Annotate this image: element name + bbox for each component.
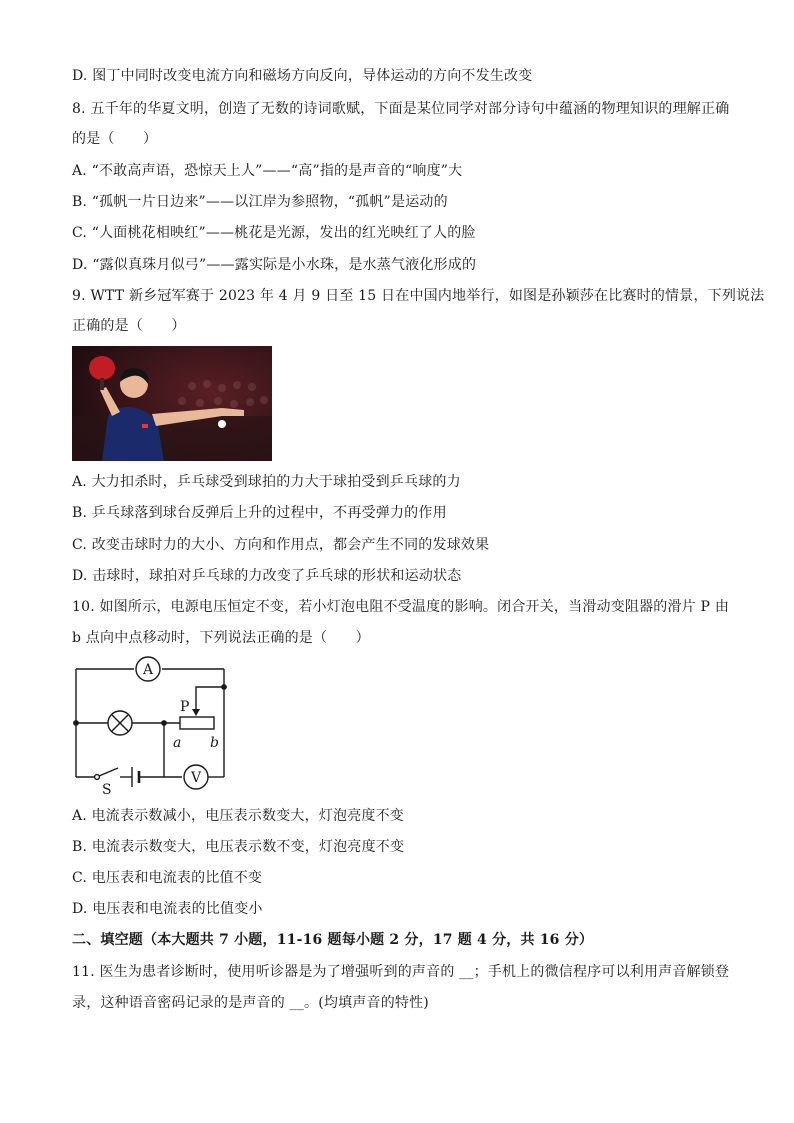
q10-stem-line2: b 点向中点移动时，下列说法正确的是（ ） — [72, 630, 370, 646]
q10-stem-line1: 10. 如图所示，电源电压恒定不变，若小灯泡电阻不受温度的影响。闭合开关，当滑动变阻器的滑片 P 由 — [72, 599, 730, 615]
circuit-diagram — [72, 655, 232, 795]
end-b-label: b — [210, 735, 219, 751]
q8-option-c: C. “人面桃花相映红”——桃花是光源，发出的红光映红了人的脸 — [72, 225, 476, 241]
q7-option-d: D. 图丁中同时改变电流方向和磁场方向反向，导体运动的方向不发生改变 — [72, 68, 533, 84]
q9-stem-line2: 正确的是（ ） — [72, 318, 186, 334]
q10-option-a: A. 电流表示数减小，电压表示数变大，灯泡亮度不变 — [72, 808, 405, 824]
q9-option-c: C. 改变击球时力的大小、方向和作用点，都会产生不同的发球效果 — [72, 537, 490, 553]
q10-option-b: B. 电流表示数变大，电压表示数不变，灯泡亮度不变 — [72, 839, 405, 855]
q8-option-d: D. “露似真珠月似弓”——露实际是小水珠，是水蒸气液化形成的 — [72, 257, 477, 273]
rheostat-symbol — [180, 717, 214, 729]
q9-stem-line1: 9. WTT 新乡冠军赛于 2023 年 4 月 9 日至 15 日在中国内地举行，如图是孙颖莎在比赛时的情景，下列说法 — [72, 288, 765, 304]
q8-stem-line2: 的是（ ） — [72, 131, 158, 147]
q9-option-a: A. 大力扣杀时，乒乓球受到球拍的力大于球拍受到乒乓球的力 — [72, 474, 461, 490]
slider-label: P — [180, 699, 190, 715]
switch-symbol — [99, 768, 118, 776]
ammeter-label: A — [143, 662, 154, 678]
end-a-label: a — [173, 735, 182, 751]
q8-option-a: A. “不敢高声语，恐惊天上人”——“高”指的是声音的“响度”大 — [72, 163, 463, 179]
section-title: 二、填空题（本大题共 7 小题，11-16 题每小题 2 分，17 题 4 分，共 16 分） — [72, 932, 594, 948]
table-tennis-illustration — [72, 346, 272, 461]
q10-option-d: D. 电压表和电流表的比值变小 — [72, 901, 263, 917]
q11-line2: 录，这种语音密码记录的是声音的 __。(均填声音的特性) — [72, 995, 429, 1011]
q10-option-c: C. 电压表和电流表的比值不变 — [72, 870, 263, 886]
q11-line1: 11. 医生为患者诊断时，使用听诊器是为了增强听到的声音的 __；手机上的微信程序可以利用声音解锁登 — [72, 964, 730, 980]
switch-label: S — [102, 782, 112, 795]
q8-stem-line1: 8. 五千年的华夏文明，创造了无数的诗词歌赋，下面是某位同学对部分诗句中蕴涵的物理知识的理解正确 — [72, 101, 730, 117]
voltmeter-label: V — [191, 770, 202, 786]
q8-option-b: B. “孤帆一片日边来”——以江岸为参照物，“孤帆”是运动的 — [72, 194, 448, 210]
table-tennis-photo — [72, 346, 272, 461]
q9-option-b: B. 乒乓球落到球台反弹后上升的过程中，不再受弹力的作用 — [72, 505, 447, 521]
q9-option-d: D. 击球时，球拍对乒乓球的力改变了乒乓球的形状和运动状态 — [72, 568, 462, 584]
circuit-svg — [72, 655, 232, 795]
